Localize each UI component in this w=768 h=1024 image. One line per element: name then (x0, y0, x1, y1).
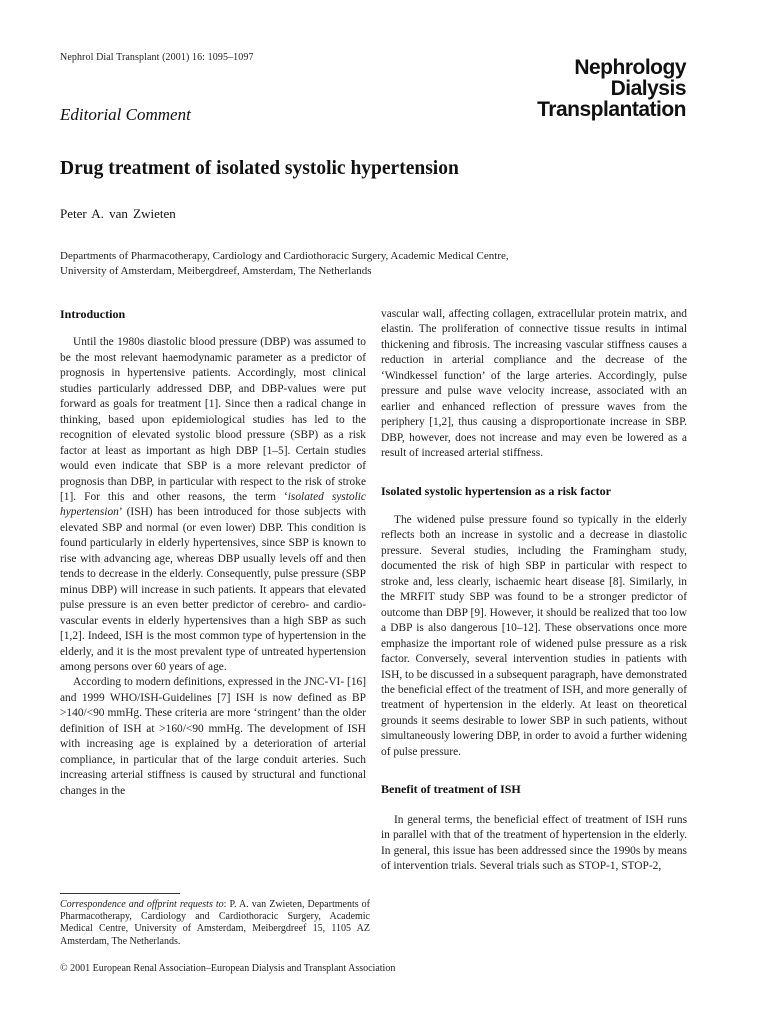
author-name: Peter A. van Zwieten (60, 206, 176, 221)
section-label: Editorial Comment (60, 105, 191, 124)
author-affiliation (60, 249, 620, 278)
introduction-heading: Introduction (60, 307, 126, 321)
introduction-paragraph-1-start: Until the 1980s diastolic blood pressure (DBP) was assumed to be the most relevant haemodynamic parameter as a predictor of prognosis in hypertensive patients. Accordingly, most clinical studies particularly addressed DBP, and DBP-values were put forward as goals for treatment [1]. Since then a radical change in thinking, based upon epidemiological studies has led to the recognition of elevated systolic blood pressure (SBP) as a risk factor at least as important as high DBP [1–5]. Certain studies would even indicate that SBP is a more relevant predictor of prognosis than DBP, in particular with respect to the risk of stroke [1]. For this and other reasons, the term ‘ (60, 336, 366, 503)
journal-logo (537, 57, 686, 120)
isolated-systolic-hypertension-term: isolated systolic hypertension (60, 490, 366, 519)
copyright-notice: © 2001 European Renal Association–European Dialysis and Transplant Association (60, 963, 396, 974)
journal-citation: Nephrol Dial Transplant (2001) 16: 1095–1097 (60, 52, 254, 63)
affiliation-line-1: Departments of Pharmacotherapy, Cardiology and Cardiothoracic Surgery, Academic Medical Centre, (60, 250, 509, 262)
benefit-paragraph: In general terms, the beneficial effect of treatment of ISH runs in parallel with that of the treatment of hypertension in the elderly. In general, this issue has been addressed since the 1990s by means of intervention trials. Several trials such as STOP-1, STOP-2, (381, 813, 687, 873)
right-column (381, 307, 687, 875)
introduction-paragraph-1-end: ’ (ISH) has been introduced for those subjects with elevated SBP and normal (or even lower) DBP. This condition is found particularly in elderly hypertensives, since SBP is known to rise with advancing age, whereas DBP usually levels off and then tends to decrease in the elderly. Consequently, pulse pressure (SBP minus DBP) will increase in such patients. It appears that elevated pulse pressure is an even better predictor of cerebro- and cardio-vascular events in elderly hypertensives than a high SBP as such [1,2]. Indeed, ISH is the most common type of hypertension in the elderly, and it is the most prevalent type of untreated hypertension among persons over 60 years of age. (60, 506, 366, 673)
footnote-text: : P. A. van Zwieten, Departments of Pharmacotherapy, Cardiology and Cardiothoracic Surgery, Academic Medical Centre, University of Amsterdam, Meibergdreef 15, 1105 AZ Amsterdam, The Netherlands. (60, 899, 370, 947)
affiliation-line-2: University of Amsterdam, Meibergdreef, Amsterdam, The Netherlands (60, 264, 372, 277)
introduction-paragraph-1 (60, 335, 366, 675)
paper-title: Drug treatment of isolated systolic hypertension (60, 158, 459, 179)
journal-logo-line-3: Transplantation (537, 98, 686, 121)
journal-logo-line-2: Dialysis (610, 77, 686, 100)
introduction-paragraph-2: According to modern definitions, expressed in the JNC-VI- [16] and 1999 WHO/ISH-Guidelines [7] ISH is now defined as BP >140/<90 mmHg. These criteria are more ‘stringent’ than the older definition of ISH at >160/<90 mmHg. The development of ISH with increasing age is explained by a deterioration of arterial compliance, in particular that of the large conduit arteries. Such increasing arterial stiffness is caused by structural and functional changes in the (60, 676, 366, 797)
benefit-heading: Benefit of treatment of ISH (381, 782, 521, 797)
risk-factor-heading: Isolated systolic hypertension as a risk factor (381, 483, 611, 498)
footnote-divider (60, 893, 180, 894)
left-column (60, 307, 366, 799)
journal-logo-line-1: Nephrology (574, 56, 686, 79)
footnote-lead: Correspondence and offprint requests to (60, 899, 224, 910)
correspondence-footnote (60, 899, 370, 948)
introduction-paragraph-3: vascular wall, affecting collagen, extracellular protein matrix, and elastin. The proliferation of connective tissue results in intimal thickening and fibrosis. The increasing vascular stiffness causes a reduction in arterial compliance and the decrease of the ‘Windkessel function’ of the large arteries. Accordingly, pulse pressure and pulse wave velocity increase, associated with an earlier and enhanced reflection of pressure waves from the periphery [1,2], thus causing a disproportionate increase in SBP. DBP, however, does not increase and may even be lowered as a result of increased arterial stiffness. (381, 308, 687, 460)
risk-factor-paragraph: The widened pulse pressure found so typically in the elderly reflects both an increase in systolic and a decrease in diastolic pressure. Several studies, including the Framingham study, documented the risk of high SBP in particular with respect to stroke and, less clearly, ischaemic heart disease [8]. Similarly, in the MRFIT study SBP was found to be a stronger predictor of outcome than DBP [9]. However, it should be realized that too low a DBP is also dangerous [10–12]. These observations once more emphasize the important role of widened pulse pressure as a risk factor. Conversely, several intervention studies in patients with ISH, to be discussed in a subsequent paragraph, have demonstrated the beneficial effect of the treatment of ISH, and more generally of treatment of hypertension in the elderly. At least on theoretical grounds it seems desirable to lower SBP in such patients, without simultaneously lowering DBP, in order to avoid a further widening of pulse pressure. (381, 513, 687, 758)
